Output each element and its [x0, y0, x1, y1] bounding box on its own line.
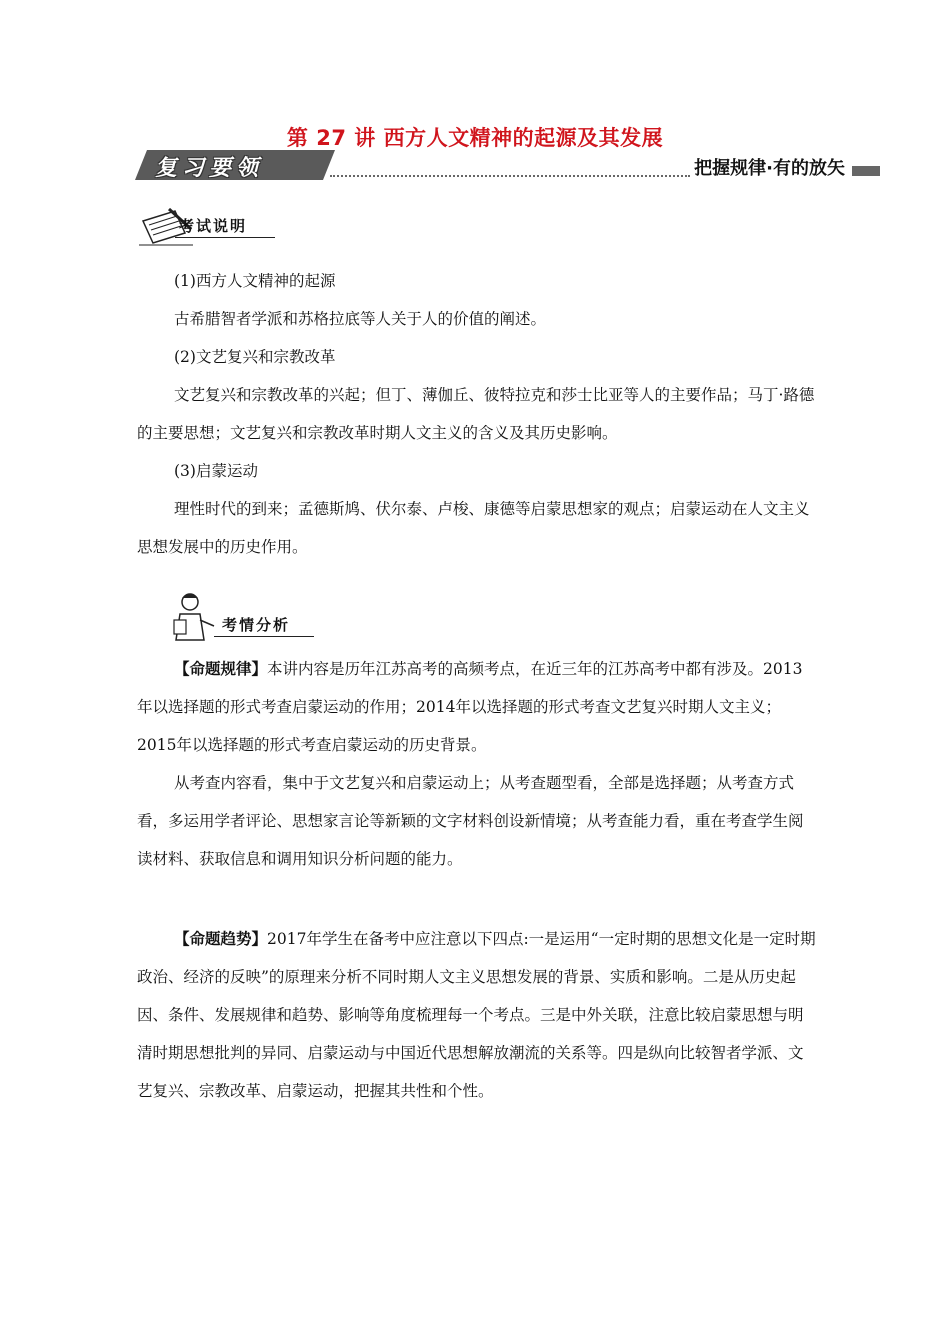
exam-item-body: 理性时代的到来；孟德斯鸠、伏尔泰、卢梭、康德等启蒙思想家的观点；启蒙运动在人文主义思想发展中的历史作用。: [137, 500, 810, 556]
trend-text: 2017年学生在备考中应注意以下四点:一是运用“一定时期的思想文化是一定时期政治、经济的反映”的原理来分析不同时期人文主义思想发展的背景、实质和影响。二是从历史起因、条件、发展规律和趋势、影响等角度梳理每一个考点。三是中外关联，注意比较启蒙思想与明清时期思想批判的异同、启蒙运动与中国近代思想解放潮流的关系等。四是纵向比较智者学派、文艺复兴、宗教改革、启蒙运动，把握其共性和个性。: [137, 930, 816, 1100]
analysis-rule-block: [137, 650, 817, 878]
banner-end-bar: [852, 166, 880, 176]
exam-item-body: 古希腊智者学派和苏格拉底等人关于人的价值的阐述。: [174, 310, 547, 328]
page-title: 第 27 讲 西方人文精神的起源及其发展: [286, 126, 664, 150]
exam-section-head: [135, 205, 285, 255]
trend-label: 【命题趋势】: [174, 929, 268, 948]
banner-slogan: 把握规律·有的放矢: [694, 158, 845, 179]
exam-item-heading: (1)西方人文精神的起源: [174, 272, 336, 290]
trend-paragraph: [137, 920, 817, 1110]
exam-item-heading: (2)文艺复兴和宗教改革: [174, 348, 336, 366]
banner-dotted-line: [330, 175, 690, 177]
exam-item-body: 文艺复兴和宗教改革的兴起；但丁、薄伽丘、彼特拉克和莎士比亚等人的主要作品；马丁·路德的主要思想；文艺复兴和宗教改革时期人文主义的含义及其历史影响。: [137, 386, 815, 442]
exam-section-underline: [175, 237, 275, 238]
exam-section-content: [137, 262, 817, 566]
analysis-section-head: [170, 590, 330, 650]
analysis-section-underline: [214, 636, 314, 637]
exam-section-label: 考试说明: [179, 217, 248, 235]
banner-label: 复习要领: [155, 156, 264, 181]
analysis-section-label: 考情分析: [222, 616, 291, 634]
rule-paragraph-2: 从考查内容看，集中于文艺复兴和启蒙运动上；从考查题型看，全部是选择题；从考查方式看，多运用学者评论、思想家言论等新颖的文字材料创设新情境；从考查能力看，重在考查学生阅读材料、获取信息和调用知识分析问题的能力。: [137, 774, 804, 868]
analysis-trend-block: [137, 920, 817, 1110]
exam-item-heading: (3)启蒙运动: [174, 462, 258, 480]
section-banner: [135, 150, 880, 184]
banner-tag: [135, 150, 335, 180]
teacher-figure-icon: [170, 590, 216, 646]
rule-text: 本讲内容是历年江苏高考的高频考点，在近三年的江苏高考中都有涉及。2013年以选择题的形式考查启蒙运动的作用；2014年以选择题的形式考查文艺复兴时期人文主义；2015年以选择题的形式考查启蒙运动的历史背景。: [137, 660, 803, 754]
rule-paragraph: [137, 650, 817, 764]
rule-label: 【命题规律】: [174, 659, 268, 678]
